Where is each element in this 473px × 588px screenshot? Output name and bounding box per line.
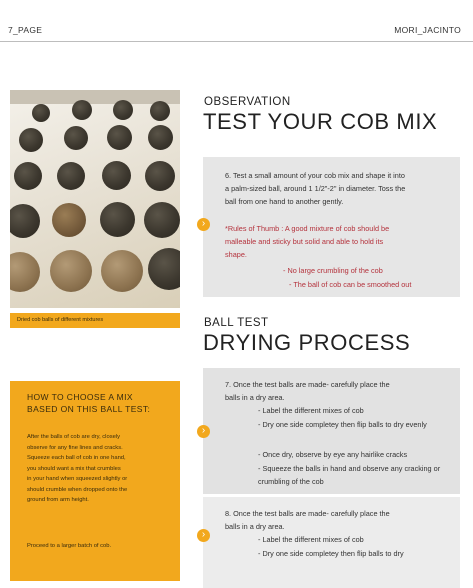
chevron-right-icon: › — [197, 218, 210, 231]
mix-guide-footer: Proceed to a larger batch of cob. — [27, 543, 112, 549]
cob-balls-photo — [10, 90, 180, 308]
photo-caption: Dried cob balls of different mixtures — [17, 317, 104, 323]
section-subtitle-ball-test: BALL TEST — [204, 317, 269, 329]
chevron-right-icon: › — [197, 425, 210, 438]
step-8-text: 8. Once the test balls are made- carefully place the balls in a dry area. — [225, 509, 390, 531]
rule-bullet: - No large crumbling of the cob — [283, 266, 383, 275]
mix-guide-body: After the balls of cob are dry, closely observe for any fine lines and cracks. Squeeze each ball of cob in one hand, you should want a mix that crumbles in your hand when squeezed slightly or should crumble when dropped onto the ground from arm height. — [27, 434, 128, 503]
author-name: MORI_JACINTO — [394, 25, 461, 35]
step-8-bullet: - Dry one side completey then flip balls to dry — [258, 549, 404, 558]
step-6-text: 6. Test a small amount of your cob mix and shape it into a palm-sized ball, around 1 1/2"-2" in diameter. Toss the ball from one hand to another gently. — [225, 171, 406, 206]
rule-bullet: - The ball of cob can be smoothed out — [289, 280, 412, 289]
step-7-bullet: - Once dry, observe by eye any hairlike cracks — [258, 450, 408, 459]
step-7-text: 7. Once the test balls are made- carefully place the balls in a dry area. — [225, 380, 390, 402]
mix-guide-title: HOW TO CHOOSE A MIX BASED ON THIS BALL TEST: — [27, 392, 151, 414]
step-8-bullet: - Label the different mixes of cob — [258, 535, 364, 544]
section-title-test-cob-mix: TEST YOUR COB MIX — [203, 109, 438, 134]
rule-of-thumb-text: *Rules of Thumb : A good mixture of cob should be malleable and sticky but solid and able to hold its shape. — [225, 224, 390, 259]
page-number: 7_PAGE — [8, 25, 43, 35]
section-subtitle-observation: OBSERVATION — [204, 96, 291, 108]
chevron-right-icon: › — [197, 529, 210, 542]
header-divider — [0, 41, 473, 42]
section-title-drying-process: DRYING PROCESS — [203, 330, 411, 355]
step-7-bullet: - Squeeze the balls in hand and observe any cracking or crumbling of the cob — [258, 464, 441, 486]
step-7-bullet: - Dry one side completey then flip balls to dry evenly — [258, 420, 427, 429]
step-7-bullet: - Label the different mixes of cob — [258, 406, 364, 415]
